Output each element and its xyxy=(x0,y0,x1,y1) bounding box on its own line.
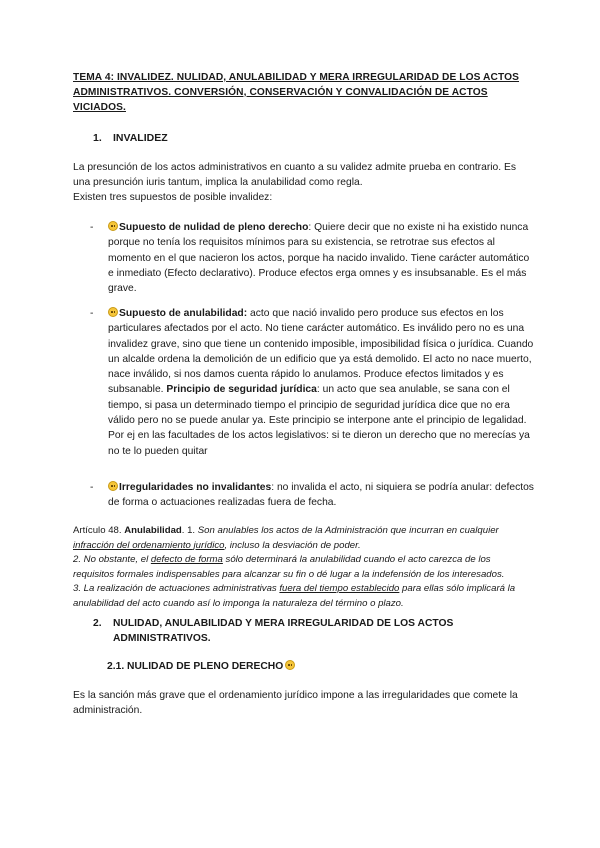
article-p2u: defecto de forma xyxy=(150,554,223,565)
bullet-anulabilidad xyxy=(90,306,534,459)
section-1-title: INVALIDEZ xyxy=(113,132,168,144)
section-2-number: 2. xyxy=(93,618,102,629)
bullet-seguridad-title: Principio de seguridad jurídica xyxy=(166,384,317,396)
article-name: Anulabilidad xyxy=(124,525,182,536)
smiley-icon xyxy=(108,481,118,491)
smiley-icon xyxy=(108,221,118,231)
article-num: . 1. xyxy=(181,525,198,536)
section-1-heading xyxy=(93,132,168,144)
section-1-number: 1. xyxy=(93,132,102,144)
bullet-irregularidades xyxy=(90,480,534,511)
article-p2b: sólo determinará la anulabilidad cuando el acto carezca de los requisitos formales indispensables para alcanzar su fin o dé lugar a la indefensión de los interesados. xyxy=(73,554,505,580)
article-p2a: 2. No obstante, el xyxy=(73,554,151,565)
bullet-dash: - xyxy=(90,222,94,233)
section-2-1-title: 2.1. NULIDAD DE PLENO DERECHO xyxy=(107,661,284,672)
article-p1a: Son anulables los actos de la Administración que incurran en cualquier xyxy=(197,525,499,536)
document-title: TEMA 4: INVALIDEZ. NULIDAD, ANULABILIDAD Y MERA IRREGULARIDAD DE LOS ACTOS ADMINISTRATIVOS. CONVERSIÓN, CONSERVACIÓN Y CONVALIDACIÓN DE ACTOS VICIADOS. xyxy=(73,72,520,113)
bullet-nulidad xyxy=(90,220,534,296)
closing-paragraph: Es la sanción más grave que el ordenamiento jurídico impone a las irregularidades que comete la administración. xyxy=(73,690,518,716)
article-48-quote xyxy=(73,524,533,611)
intro-paragraph xyxy=(73,160,533,205)
article-p3u: fuera del tiempo establecido xyxy=(279,583,400,594)
bullet-nulidad-title: Supuesto de nulidad de pleno derecho xyxy=(119,222,309,233)
smiley-icon xyxy=(108,307,118,317)
bullet-irregularidades-title: Irregularidades no invalidantes xyxy=(119,482,272,493)
article-p1u: infracción del ordenamiento jurídico xyxy=(73,539,225,551)
smiley-icon xyxy=(285,660,295,670)
intro-line-2: Existen tres supuestos de posible invalidez: xyxy=(73,192,273,203)
section-2-heading xyxy=(93,616,533,646)
bullet-anulabilidad-text: acto que nació invalido pero produce sus efectos en los particulares afectados por el acto. No tiene carácter automático. Es inválido pero no es una invalidez grave, sino que tiene un contenido imposible, imposibilidad física o jurídica. Cuando un alcalde ordena la demolición de un edificio que ya está demolido. El acto no nace muerto, nace inválido, si nos damos cuenta rápido lo anulamos. Produce efectos limitados y es subsanable. xyxy=(108,308,534,396)
article-p1b: , incluso la desviación de poder. xyxy=(224,539,361,551)
bullet-anulabilidad-title: Supuesto de anulabilidad: xyxy=(119,308,248,319)
section-2-title: NULIDAD, ANULABILIDAD Y MERA IRREGULARIDAD DE LOS ACTOS ADMINISTRATIVOS. xyxy=(113,618,454,644)
bullet-dash: - xyxy=(90,482,94,493)
intro-line-1: La presunción de los actos administrativos en cuanto a su validez admite prueba en contrario. Es una presunción iuris tantum, implica la anulabilidad como regla. xyxy=(73,162,517,188)
bullet-irregularidades-text: : no invalida el acto, ni siquiera se podría anular: defectos de forma o actuaciones realizadas fuera de fecha. xyxy=(108,482,534,509)
article-p3b: para ellas sólo implicará la anulabilidad del acto cuando así lo imponga la naturaleza del término o plazo. xyxy=(73,583,516,609)
bullet-dash: - xyxy=(90,308,94,319)
section-2-1-heading xyxy=(107,660,296,672)
bullet-nulidad-text: : Quiere decir que no existe ni ha existido nunca porque no tenía los requisitos mínimos para su existencia, se retrotrae sus efectos al momento en el que nacieron los actos, porque ha nacido invalido. Tiene carácter automático e inmediato (Efecto declarativo). Produce efectos erga omnes y es insubsanable. Es el más grave. xyxy=(108,222,530,295)
article-prefix: Artículo 48. xyxy=(73,525,125,536)
article-p3a: 3. La realización de actuaciones administrativas xyxy=(73,583,280,594)
bullet-seguridad-text: : un acto que sea anulable, se sana con el tiempo, si pasa un determinado tiempo el principio de seguridad jurídica dice que no era válido pero no se puede anular ya. Este principio se interpone ante el principio de legalidad. Por ej en las facultades de los actos legislativos: si te dieron un derecho que no merecías ya no te lo pueden quitar xyxy=(108,384,530,457)
